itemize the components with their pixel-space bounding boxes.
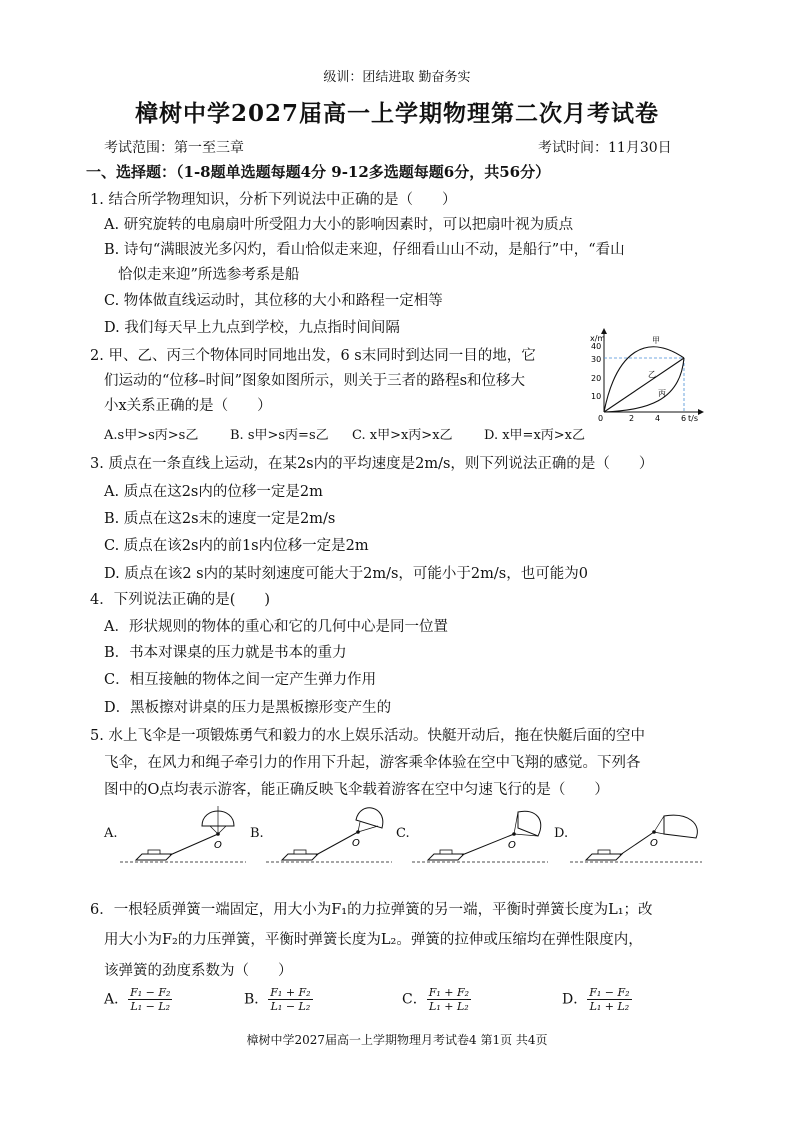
q6-option-b: B． $\frac{\text{F₁ + F₂}}{\text{L₁ − L₂}}$ [244,986,311,1013]
graph-xtick-2: 2 [629,414,635,422]
q2-option-d: D. x甲=x丙>x乙 [484,428,586,443]
q2-option-b: B. s甲>s丙=s乙 [230,428,329,443]
q5-stem-2: 飞伞，在风力和绳子牵引力的作用下升起，游客乘伞体验在空中飞翔的感觉。下列各 [104,755,641,771]
q4-option-a: A．形状规则的物体的重心和它的几何中心是同一位置 [104,619,448,635]
q6-fraction-c: $\frac{\text{F₁ + F₂}}{\text{L₁ + L₂}}$ [428,986,470,1013]
q6-stem-1: 6．一根轻质弹簧一端固定，用大小为F₁的力拉弹簧的另一端，平衡时弹簧长度为L₁；改 [90,902,653,918]
q2-stem-2: 们运动的“位移–时间”图象如图所示，则关于三者的路程s和位移大 [104,373,526,389]
q3-option-a: A. 质点在这2s内的位移一定是2m [104,484,323,500]
q5-point-c: O [508,840,516,851]
q6-option-c: C． $\frac{\text{F₁ + F₂}}{\text{L₁ + L₂}}$ [402,986,470,1013]
q5-figure-a [118,798,248,868]
q5-figure-b [264,798,394,868]
page-title: 樟树中学2027届高一上学期物理第二次月考试卷 [134,100,659,127]
q6-option-a: A． $\frac{\text{F₁ − F₂}}{\text{L₁ − L₂}}$ [104,986,171,1013]
q5-stem-3: 图中的O点均表示游客，能正确反映飞伞载着游客在空中匀速飞行的是（ ） [104,782,609,798]
q1-option-a: A. 研究旋转的电扇扇叶所受阻力大小的影响因素时，可以把扇叶视为质点 [104,217,574,233]
q5-figures [104,798,704,870]
q4-option-b: B．书本对课桌的压力就是书本的重力 [104,645,347,661]
q5-figure-c [410,798,550,868]
graph-label-jia: 甲 [652,336,660,345]
q1-option-d: D. 我们每天早上九点到学校，九点指时间间隔 [104,320,400,336]
q1-option-b: B. 诗句“满眼波光多闪灼，看山恰似走来迎，仔细看山山不动，是船行”中，“看山 [104,242,625,258]
q1-option-c: C. 物体做直线运动时，其位移的大小和路程一定相等 [104,293,443,309]
graph-xtick-6: 6 [681,414,687,422]
q2-stem-3: 小x关系正确的是（ ） [104,398,272,414]
graph-ytick-40: 40 [591,342,602,351]
q3-option-b: B. 质点在这2s末的速度一定是2m/s [104,511,336,527]
q1-stem: 1. 结合所学物理知识，分析下列说法中正确的是（ ） [90,192,457,208]
q5-point-a: O [214,840,222,851]
page-footer: 樟树中学2027届高一上学期物理月考试卷4 第1页 共4页 [246,1033,548,1047]
exam-scope: 考试范围：第一至三章 [104,140,244,156]
q5-point-d: O [650,838,658,849]
q6-fraction-d: $\frac{\text{F₁ − F₂}}{\text{L₁ + L₂}}$ [589,986,630,1013]
q4-option-c: C．相互接触的物体之间一定产生弹力作用 [104,672,377,688]
q3-option-d: D. 质点在该2 s内的某时刻速度可能大于2m/s，可能小于2m/s，也可能为0 [104,566,588,582]
q2-option-a: A.s甲>s丙>s乙 [104,428,199,443]
q3-option-c: C. 质点在该2s内的前1s内位移一定是2m [104,538,369,554]
graph-ytick-30: 30 [591,355,602,364]
q6-stem-3: 该弹簧的劲度系数为（ ） [104,963,293,979]
graph-xlabel: t/s [688,414,698,422]
q5-figure-d [568,798,704,868]
q3-stem: 3. 质点在一条直线上运动，在某2s内的平均速度是2m/s，则下列说法正确的是（ ） [90,456,654,472]
graph-label-yi: 乙 [648,370,656,379]
q2-stem-1: 2. 甲、乙、丙三个物体同时同地出发，6 s末同时到达同一目的地，它 [90,348,536,364]
q2-option-c: C. x甲>x丙>x乙 [352,428,453,443]
q4-option-d: D．黑板擦对讲桌的压力是黑板擦形变产生的 [104,700,392,716]
q5-label-c: C. [396,826,410,841]
q6-fraction-a: $\frac{\text{F₁ − F₂}}{\text{L₁ − L₂}}$ [130,986,171,1013]
q5-point-b: O [352,838,360,849]
q4-stem: 4．下列说法正确的是( ) [90,592,271,608]
q6-fraction-b: $\frac{\text{F₁ + F₂}}{\text{L₁ − L₂}}$ [270,986,311,1013]
exam-time: 考试时间：11月30日 [538,140,672,156]
graph-ylabel: x/m [590,334,606,343]
q6-stem-2: 用大小为F₂的力压弹簧，平衡时弹簧长度为L₂。弹簧的拉伸或压缩均在弹性限度内， [104,932,643,948]
q5-label-a: A. [104,826,118,841]
graph-label-bing: 丙 [658,389,666,398]
xt-graph [586,322,706,422]
q5-label-d: D. [554,826,569,841]
graph-origin: 0 [598,414,604,422]
q1-option-b-cont: 恰似走来迎”所选参考系是船 [118,267,300,283]
q5-stem-1: 5. 水上飞伞是一项锻炼勇气和毅力的水上娱乐活动。快艇开动后，拖在快艇后面的空中 [90,728,645,744]
motto: 级训：团结进取 勤奋务实 [323,70,471,85]
graph-ytick-20: 20 [591,374,602,383]
graph-xtick-4: 4 [655,414,661,422]
q5-label-b: B. [250,826,264,841]
section-heading: 一、选择题：（1-8题单选题每题4分 9-12多选题每题6分，共56分） [86,163,551,181]
graph-ytick-10: 10 [591,392,602,401]
q6-option-d: D． $\frac{\text{F₁ − F₂}}{\text{L₁ + L₂}}$ [562,986,630,1013]
